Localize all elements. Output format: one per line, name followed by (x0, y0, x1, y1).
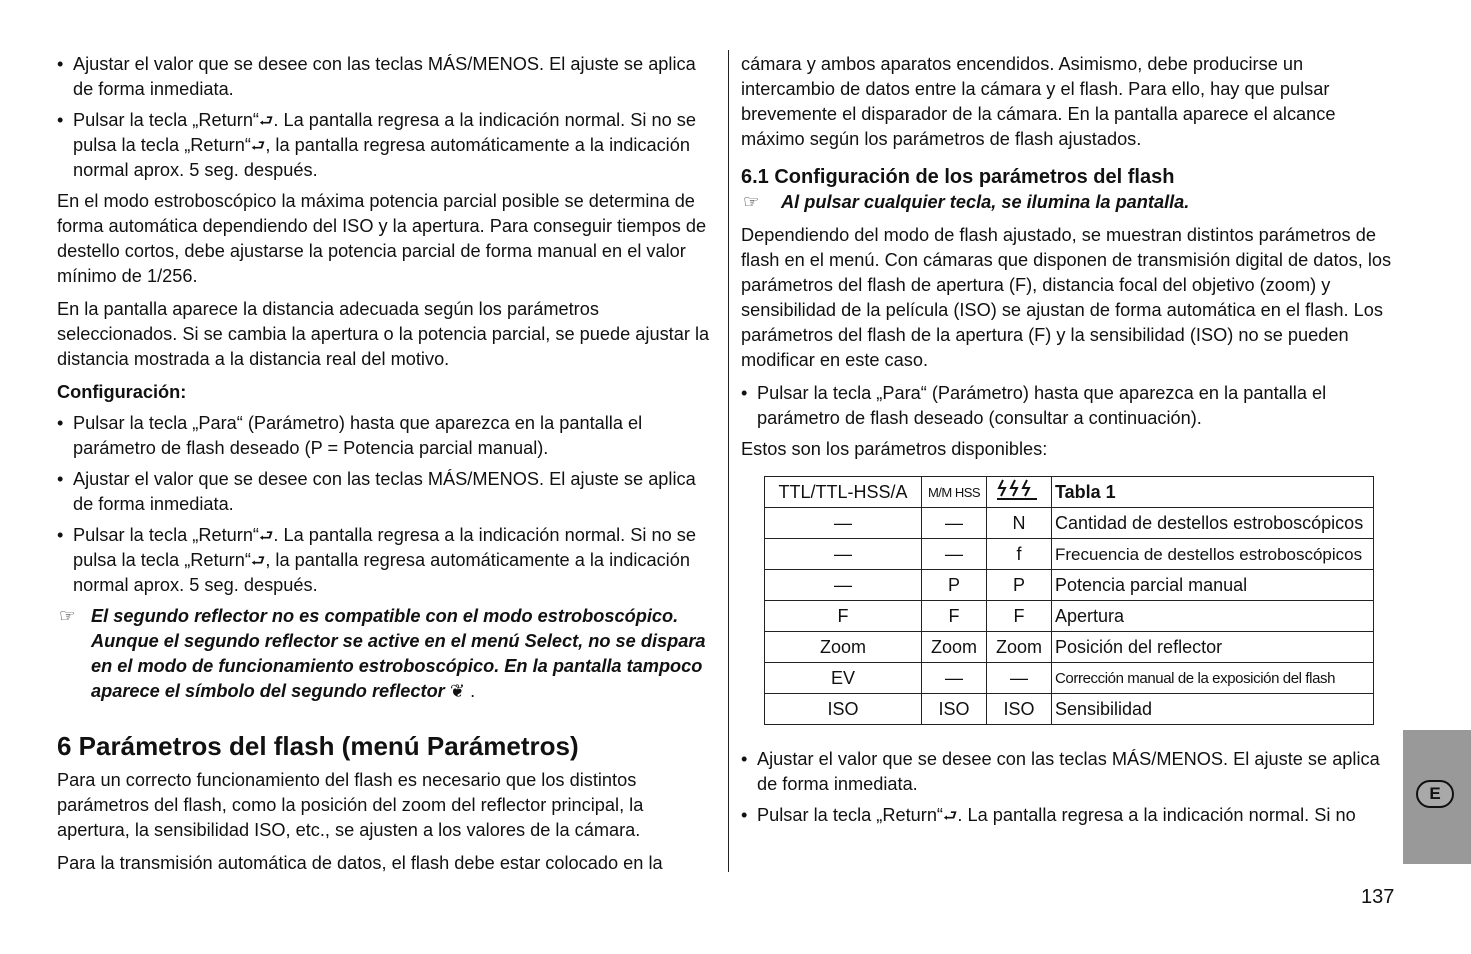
paragraph-distance: En la pantalla aparece la distancia adecuada según los parámetros seleccionados. Si se cambia la apertura o la potencia parcial, se puede ajustar la distancia mostrada a la distancia real del motivo. (57, 299, 710, 369)
note-display-light: ☞ Al pulsar cualquier tecla, se ilumina la pantalla. (741, 190, 1401, 215)
return-icon: ⮐ (250, 551, 266, 570)
paragraph-available-params: Estos son los parámetros disponibles: (741, 439, 1048, 459)
paragraph-stroboscopic: En el modo estroboscópico la máxima potencia parcial posible se determina de forma automática dependiendo del ISO y la apertura. Para conseguir tiempos de destello cortos, debe ajustarse la potencia parcial de forma manual en el valor mínimo de 1/256. (57, 191, 707, 286)
strobe-icon-svg (997, 478, 1041, 500)
column-divider (728, 50, 729, 872)
table-header-row (765, 477, 1374, 508)
table-row: — — N Cantidad de destellos estroboscópicos (765, 508, 1374, 539)
bullet-adjust-value-2: • Ajustar el valor que se desee con las teclas MÁS/MENOS. El ajuste se aplica de forma inmediata. (57, 467, 717, 517)
config-heading: Configuración: (57, 382, 187, 402)
subsection-heading: 6.1 Configuración de los parámetros del flash (741, 166, 1175, 188)
table-row: Zoom Zoom Zoom Posición del reflector (765, 632, 1374, 663)
paragraph-auto-transfer: Para la transmisión automática de datos, el flash debe estar colocado en la (57, 853, 663, 873)
table-row: F F F Apertura (765, 601, 1374, 632)
return-icon: ⮐ (259, 111, 274, 130)
bullet-adjust-value: • Ajustar el valor que se desee con las teclas MÁS/MENOS. El ajuste se aplica de forma inmediata. (57, 52, 717, 102)
bullet-para-key-right: • Pulsar la tecla „Para“ (Parámetro) hasta que aparezca en la pantalla el parámetro de flash deseado (consultar a continuación). (741, 381, 1401, 431)
bullet-para-key: • Pulsar la tecla „Para“ (Parámetro) hasta que aparezca en la pantalla el parámetro de flash deseado (P = Potencia parcial manual). (57, 411, 717, 461)
pointing-hand-icon: ☞ (59, 606, 76, 626)
page-number: 137 (1361, 886, 1395, 908)
paragraph-correct-operation: Para un correcto funcionamiento del flash es necesario que los distintos parámetros del flash, como la posición del zoom del reflector principal, la apertura, la sensibilidad ISO, etc., se ajusten a los valores de la cámara. (57, 770, 644, 840)
header-mm-hss: M/M HSS (922, 477, 987, 508)
right-column (741, 52, 1401, 834)
note-second-reflector: ☞ El segundo reflector no es compatible con el modo estroboscópico. Aunque el segundo reflector se active en el menú Select, no se dispara en el modo de funcionamiento estroboscópico. En la pantalla tampoco aparece el símbolo del segundo reflector ❦ . (59, 606, 706, 701)
table-row: — P P Potencia parcial manual (765, 570, 1374, 601)
table-row: EV — — Corrección manual de la exposición del flash (765, 663, 1374, 694)
parameters-table (764, 476, 1374, 725)
bullet-return-key-2: • Pulsar la tecla „Return“⮐. La pantalla regresa a la indicación normal. Si no se pulsa la tecla „Return“⮐, la pantalla regresa automáticamente a la indicación normal aprox. 5 seg. después. (57, 523, 717, 598)
strobe-icon (987, 477, 1052, 508)
return-icon: ⮐ (943, 806, 958, 825)
table-title: Tabla 1 (1052, 477, 1374, 508)
return-icon: ⮐ (259, 526, 274, 545)
header-ttl: TTL/TTL-HSS/A (765, 477, 922, 508)
bullet-return-key-right: • Pulsar la tecla „Return“⮐. La pantalla regresa a la indicación normal. Si no (741, 803, 1401, 828)
second-reflector-icon: ❦ (449, 681, 466, 701)
section-heading: 6 Parámetros del flash (menú Parámetros) (57, 731, 579, 761)
bullet-adjust-value-right: • Ajustar el valor que se desee con las teclas MÁS/MENOS. El ajuste se aplica de forma inmediata. (741, 747, 1401, 797)
table-row: ISO ISO ISO Sensibilidad (765, 694, 1374, 725)
pointing-hand-icon: ☞ (743, 192, 760, 212)
bullet-return-key: • Pulsar la tecla „Return“⮐. La pantalla regresa a la indicación normal. Si no se pulsa la tecla „Return“⮐, la pantalla regresa automáticamente a la indicación normal aprox. 5 seg. después. (57, 108, 717, 183)
paragraph-flash-modes: Dependiendo del modo de flash ajustado, se muestran distintos parámetros de flash en el menú. Con cámaras que disponen de transmisión digital de datos, los parámetros del flash de apertura (F), distancia focal del objetivo (zoom) y sensibilidad de la película (ISO) se ajustan de forma automática en el flash. Los parámetros del flash de la apertura (F) y la sensibilidad (ISO) no se pueden modificar en este caso. (741, 225, 1392, 370)
paragraph-camera-exchange: cámara y ambos aparatos encendidos. Asimismo, debe producirse un intercambio de datos entre la cámara y el flash. Para ello, hay que pulsar brevemente el disparador de la cámara. En la pantalla aparece el alcance máximo según los parámetros de flash ajustados. (741, 54, 1336, 149)
return-icon: ⮐ (250, 136, 266, 155)
language-badge: E (1416, 780, 1454, 808)
language-tab (1403, 730, 1471, 864)
table-row: — — f Frecuencia de destellos estroboscópicos (765, 539, 1374, 570)
left-column (57, 52, 717, 884)
